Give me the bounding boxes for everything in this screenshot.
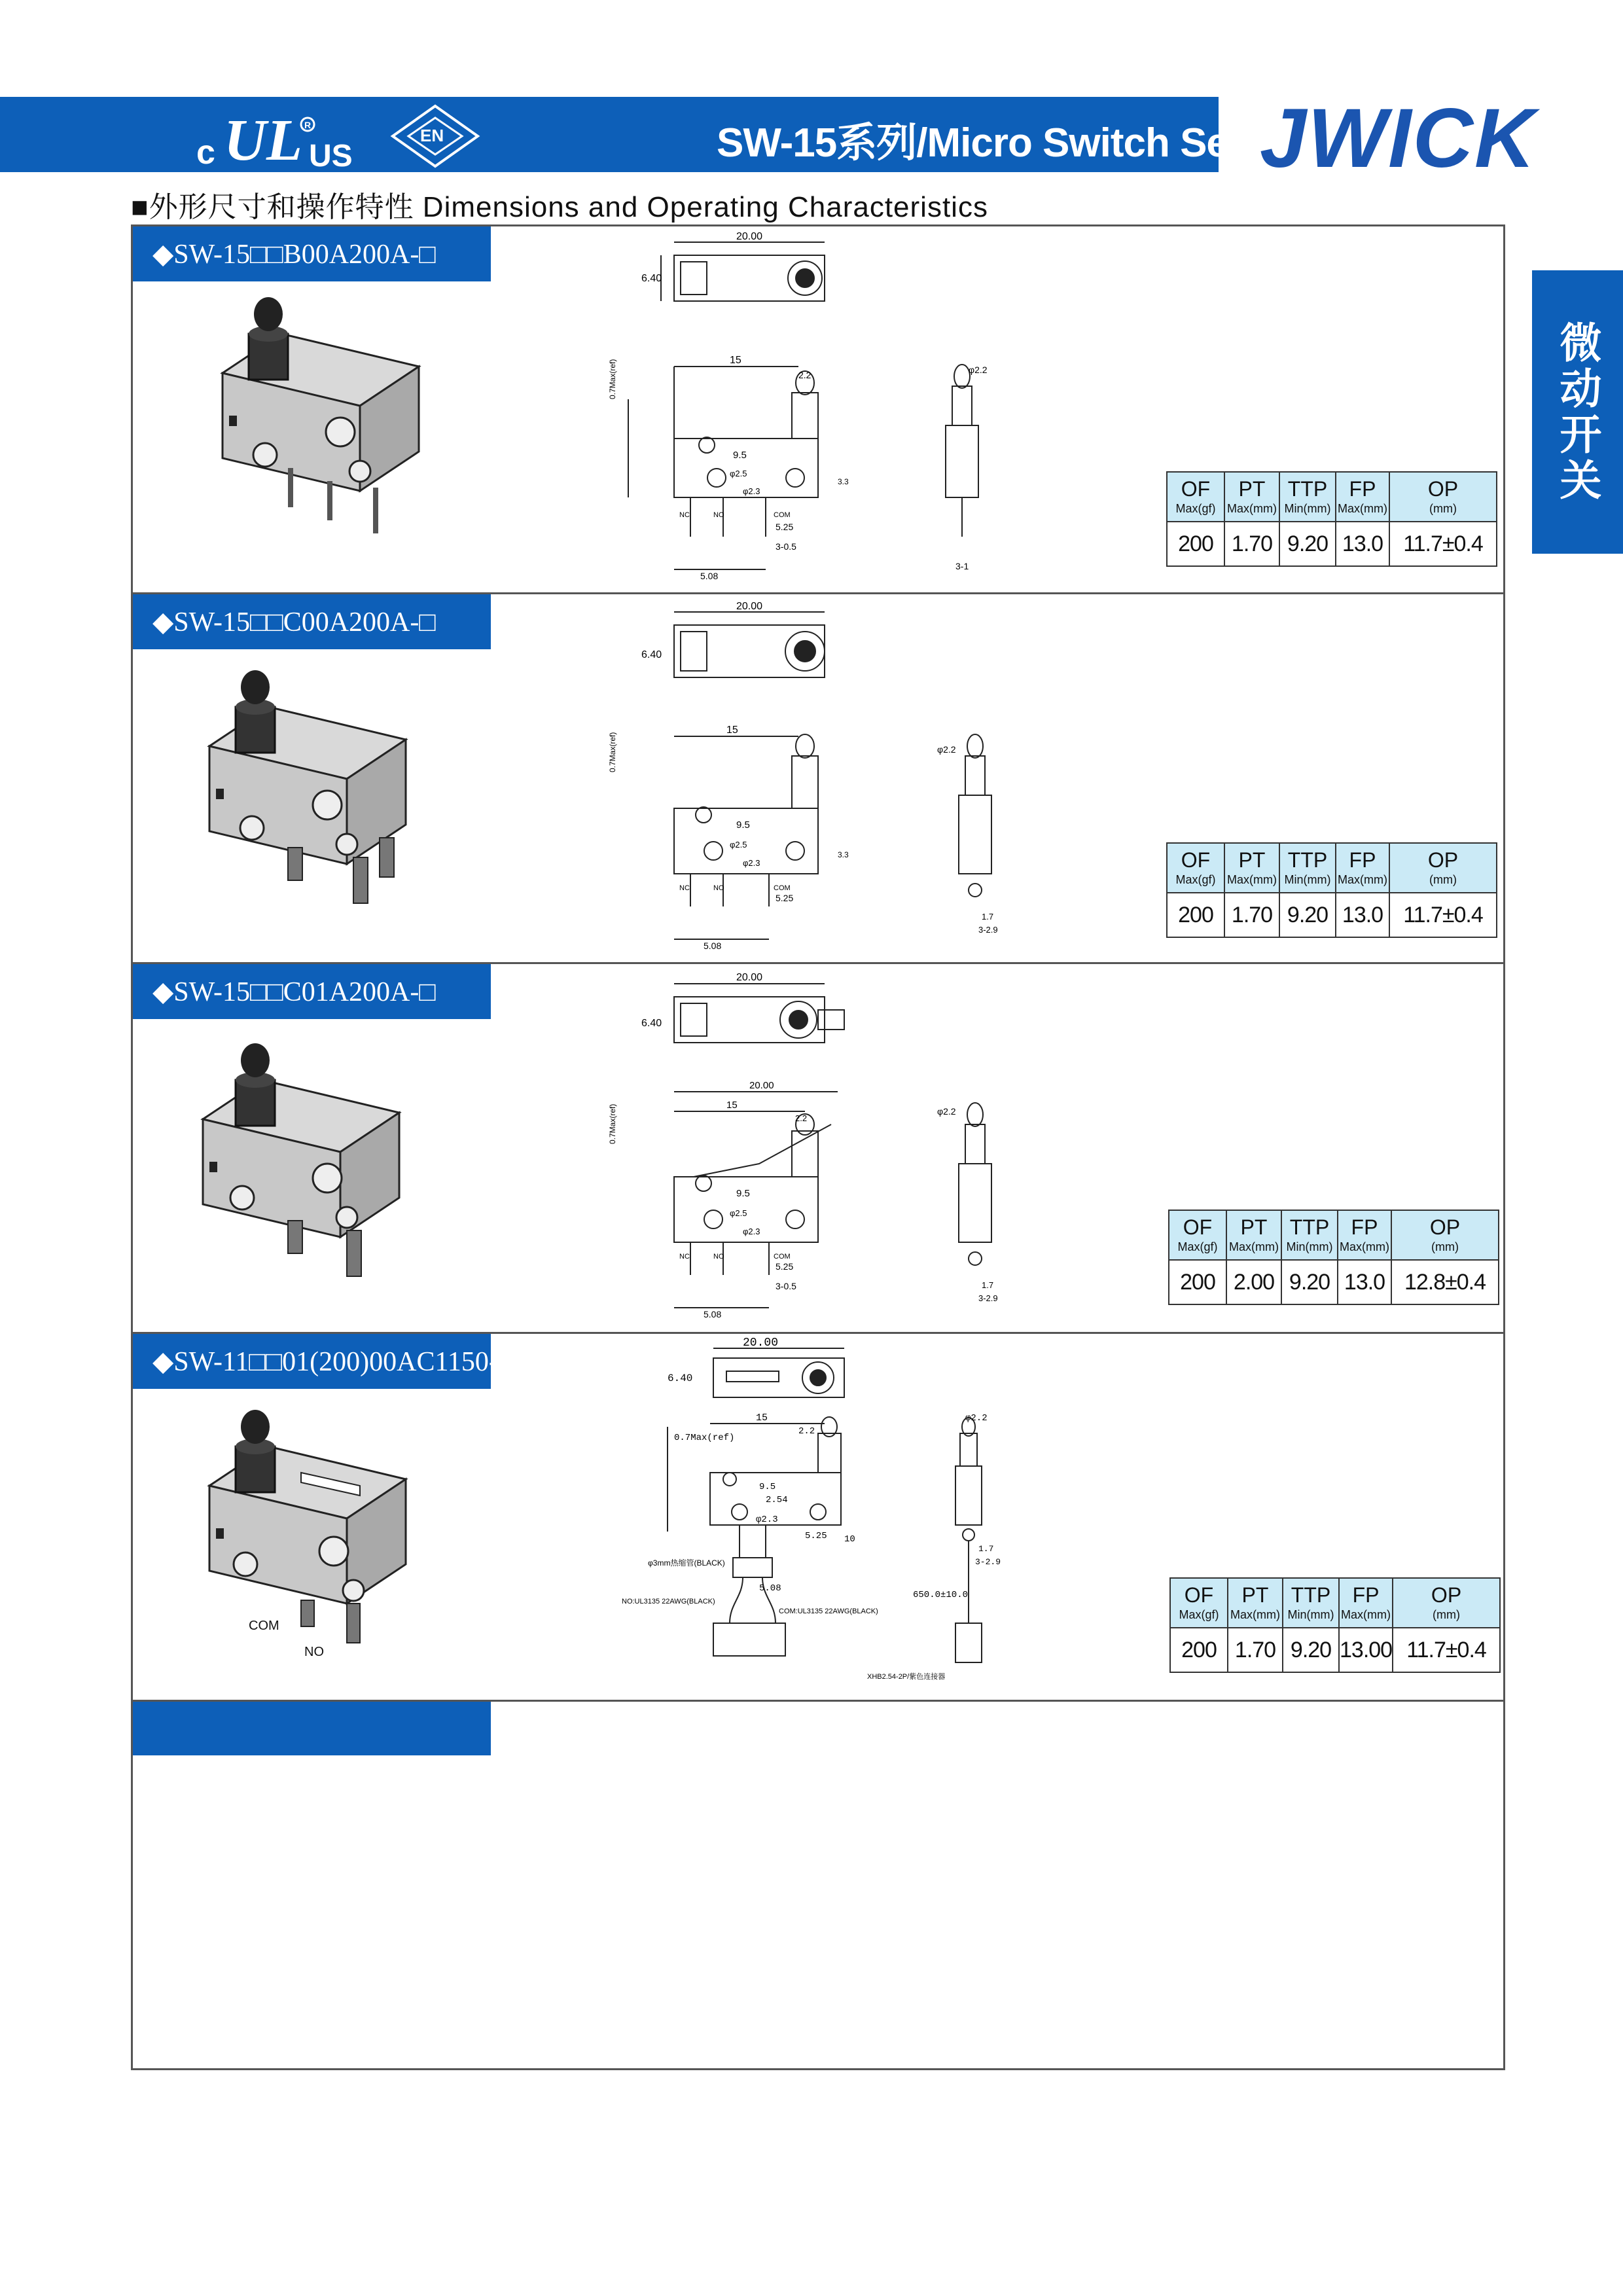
pin-com: COM <box>774 511 791 519</box>
dimension-drawing-2 <box>596 599 1001 952</box>
dim-phi22: φ2.2 <box>969 365 988 375</box>
dim-17: 1.7 <box>978 1544 994 1554</box>
value-op: 11.7±0.4 <box>1393 1628 1500 1672</box>
unit-ttp: Min(mm) <box>1286 1240 1333 1253</box>
value-fp: 13.0 <box>1336 522 1389 566</box>
unit-fp: Max(mm) <box>1338 502 1387 515</box>
value-of: 200 <box>1167 893 1224 937</box>
dim-phi25: φ2.5 <box>730 840 747 850</box>
header-of: OF <box>1184 1583 1214 1607</box>
dim-20: 20.00 <box>749 1080 774 1091</box>
dim-phi23: φ2.3 <box>743 1227 760 1236</box>
dim-width: 20.00 <box>736 231 763 242</box>
header-fp: FP <box>1349 477 1376 501</box>
value-ttp: 9.20 <box>1279 522 1336 566</box>
photo-com-label: COM <box>249 1619 279 1633</box>
dim-95: 9.5 <box>759 1482 776 1492</box>
dim-phi25: φ2.5 <box>730 1208 747 1218</box>
unit-pt: Max(mm) <box>1230 1608 1280 1621</box>
dim-17: 1.7 <box>982 912 994 922</box>
unit-of: Max(gf) <box>1177 1240 1218 1253</box>
dim-width: 20.00 <box>743 1336 779 1350</box>
dimension-drawing-1 <box>602 229 988 583</box>
photo-no-label: NO <box>304 1645 324 1659</box>
header-fp: FP <box>1349 848 1376 872</box>
header-fp: FP <box>1351 1215 1378 1239</box>
cqc-certification-logo: CQC <box>0 0 98 52</box>
pin-no: NO <box>713 1253 724 1261</box>
pin-nc: NC <box>679 1253 690 1261</box>
unit-fp: Max(mm) <box>1340 1240 1389 1253</box>
header-pt: PT <box>1241 1583 1269 1607</box>
dim-525: 5.25 <box>776 893 794 903</box>
value-of: 200 <box>1169 1260 1226 1304</box>
dim-07max: 0.7Max(ref) <box>608 359 617 399</box>
header-op: OP <box>1429 1215 1461 1239</box>
svg-text:UL: UL <box>224 108 302 173</box>
unit-op: (mm) <box>1429 873 1457 886</box>
dim-33: 3.3 <box>838 477 849 486</box>
wire-no-label: NO:UL3135 22AWG(BLACK) <box>622 1598 715 1605</box>
dim-31: 3-1 <box>955 561 969 571</box>
dim-phi22: φ2.2 <box>965 1413 988 1424</box>
header-ttp: TTP <box>1291 1583 1331 1607</box>
value-op: 11.7±0.4 <box>1389 522 1497 566</box>
series-title: SW-15系列/Micro Switch Series <box>717 120 1298 166</box>
value-op: 11.7±0.4 <box>1389 893 1497 937</box>
header-of: OF <box>1181 477 1211 501</box>
dim-depth: 6.40 <box>641 649 662 660</box>
unit-fp: Max(mm) <box>1338 873 1387 886</box>
section-heading: ■外形尺寸和操作特性 Dimensions and Operating Characteristics <box>131 191 988 223</box>
header-pt: PT <box>1238 477 1266 501</box>
switch-photo-2 <box>196 668 432 929</box>
dim-305: 3-0.5 <box>776 1281 796 1291</box>
enec-mark-icon <box>386 103 484 169</box>
value-pt: 1.70 <box>1228 1628 1283 1672</box>
value-pt: 1.70 <box>1224 522 1279 566</box>
value-ttp: 9.20 <box>1279 893 1336 937</box>
pin-no: NO <box>713 511 724 519</box>
model-label-empty <box>133 1702 491 1755</box>
value-ttp: 9.20 <box>1281 1260 1338 1304</box>
dim-525: 5.25 <box>805 1531 827 1541</box>
dim-phi23: φ2.3 <box>743 486 760 496</box>
dim-508: 5.08 <box>759 1583 781 1594</box>
dim-width: 20.00 <box>736 972 763 983</box>
dim-508: 5.08 <box>704 941 722 951</box>
dim-07max: 0.7Max(ref) <box>674 1433 735 1443</box>
header-ttp: TTP <box>1289 1215 1330 1239</box>
pin-no: NO <box>713 884 724 892</box>
unit-pt: Max(mm) <box>1227 873 1277 886</box>
dim-508: 5.08 <box>700 571 719 581</box>
dim-22: 2.2 <box>798 370 812 380</box>
dim-329: 3-2.9 <box>978 1293 998 1303</box>
switch-photo-1 <box>209 295 445 550</box>
dim-phi22: φ2.2 <box>937 744 956 755</box>
unit-ttp: Min(mm) <box>1284 873 1331 886</box>
header-ttp: TTP <box>1287 848 1328 872</box>
dim-phi25: φ2.5 <box>730 469 747 478</box>
spec-table-2 <box>1166 842 1497 938</box>
value-fp: 13.00 <box>1339 1628 1393 1672</box>
switch-photo-4 <box>196 1407 445 1689</box>
model-label-1: ◆SW-15□□B00A200A-□ <box>133 226 491 281</box>
svg-text:EN: EN <box>420 126 444 145</box>
unit-pt: Max(mm) <box>1229 1240 1279 1253</box>
dim-305: 3-0.5 <box>776 541 796 552</box>
svg-text:R: R <box>304 120 312 130</box>
unit-of: Max(gf) <box>1179 1608 1219 1621</box>
dim-depth: 6.40 <box>668 1372 693 1384</box>
dim-width: 20.00 <box>736 601 763 612</box>
dim-17: 1.7 <box>982 1280 994 1290</box>
dim-depth: 6.40 <box>641 1018 662 1029</box>
dim-525: 5.25 <box>776 522 794 532</box>
value-of: 200 <box>1170 1628 1228 1672</box>
model-label-4: ◆SW-11□□01(200)00AC1150-□ <box>133 1334 491 1389</box>
unit-of: Max(gf) <box>1175 873 1216 886</box>
dim-650: 650.0±10.0 <box>913 1590 969 1600</box>
dim-15: 15 <box>726 1100 738 1111</box>
unit-ttp: Min(mm) <box>1284 502 1331 515</box>
header-pt: PT <box>1240 1215 1268 1239</box>
dim-22: 2.2 <box>795 1113 808 1123</box>
value-of: 200 <box>1167 522 1224 566</box>
unit-op: (mm) <box>1433 1608 1461 1621</box>
dimension-drawing-3 <box>596 967 1001 1324</box>
pin-nc: NC <box>679 884 690 892</box>
model-label-2: ◆SW-15□□C00A200A-□ <box>133 594 491 649</box>
dim-phi23: φ2.3 <box>756 1515 778 1525</box>
dim-329: 3-2.9 <box>978 925 998 935</box>
unit-op: (mm) <box>1431 1240 1459 1253</box>
enec-certification-logo <box>386 103 484 172</box>
pin-com: COM <box>774 1253 791 1261</box>
pin-com: COM <box>774 884 791 892</box>
spec-table-1 <box>1166 471 1497 567</box>
pin-nc: NC <box>679 511 690 519</box>
dim-07max: 0.7Max(ref) <box>608 1103 617 1144</box>
dim-phi22: φ2.2 <box>937 1106 956 1117</box>
spec-table-4 <box>1169 1577 1501 1673</box>
value-fp: 13.0 <box>1336 893 1389 937</box>
spec-table-3 <box>1168 1210 1499 1305</box>
side-category-tab: 微动开关 <box>1532 270 1623 554</box>
unit-pt: Max(mm) <box>1227 502 1277 515</box>
dimension-drawing-4 <box>609 1335 1014 1695</box>
dim-07max: 0.7Max(ref) <box>608 732 617 772</box>
value-ttp: 9.20 <box>1283 1628 1339 1672</box>
ul-certification-logo <box>196 108 353 181</box>
brand-logo: JWICK <box>1260 92 1537 185</box>
value-pt: 1.70 <box>1224 893 1279 937</box>
dim-525: 5.25 <box>776 1261 794 1272</box>
unit-op: (mm) <box>1429 502 1457 515</box>
header-of: OF <box>1181 848 1211 872</box>
header-ttp: TTP <box>1287 477 1328 501</box>
dim-depth: 6.40 <box>641 273 662 284</box>
switch-photo-3 <box>190 1041 425 1302</box>
header-of: OF <box>1183 1215 1213 1239</box>
svg-text:c: c <box>196 134 215 171</box>
dim-15: 15 <box>730 355 741 366</box>
value-fp: 13.0 <box>1338 1260 1391 1304</box>
dim-22: 2.2 <box>798 1426 815 1437</box>
dim-508: 5.08 <box>704 1309 722 1319</box>
unit-fp: Max(mm) <box>1341 1608 1391 1621</box>
dim-15: 15 <box>756 1412 768 1424</box>
connector-label: XHB2.54-2P/紫色连接器 <box>867 1673 946 1681</box>
svg-text:US: US <box>309 139 353 173</box>
header-op: OP <box>1427 848 1459 872</box>
dim-phi23: φ2.3 <box>743 858 760 868</box>
dim-95: 9.5 <box>736 819 750 831</box>
dim-329: 3-2.9 <box>975 1557 1001 1567</box>
header-pt: PT <box>1238 848 1266 872</box>
dim-254: 2.54 <box>766 1495 788 1505</box>
dim-95: 9.5 <box>733 450 747 461</box>
ul-mark-icon <box>196 108 353 173</box>
wire-com-label: COM:UL3135 22AWG(BLACK) <box>779 1607 878 1615</box>
heat-shrink-label: φ3mm热缩管(BLACK) <box>648 1558 725 1568</box>
unit-ttp: Min(mm) <box>1287 1608 1334 1621</box>
header-op: OP <box>1431 1583 1462 1607</box>
dim-15: 15 <box>726 725 738 736</box>
dim-10: 10 <box>844 1534 855 1545</box>
value-op: 12.8±0.4 <box>1391 1260 1499 1304</box>
header-op: OP <box>1427 477 1459 501</box>
model-label-3: ◆SW-15□□C01A200A-□ <box>133 964 491 1019</box>
value-pt: 2.00 <box>1226 1260 1281 1304</box>
unit-of: Max(gf) <box>1175 502 1216 515</box>
dim-33: 3.3 <box>838 850 849 859</box>
header-fp: FP <box>1352 1583 1380 1607</box>
dim-95: 9.5 <box>736 1188 750 1199</box>
